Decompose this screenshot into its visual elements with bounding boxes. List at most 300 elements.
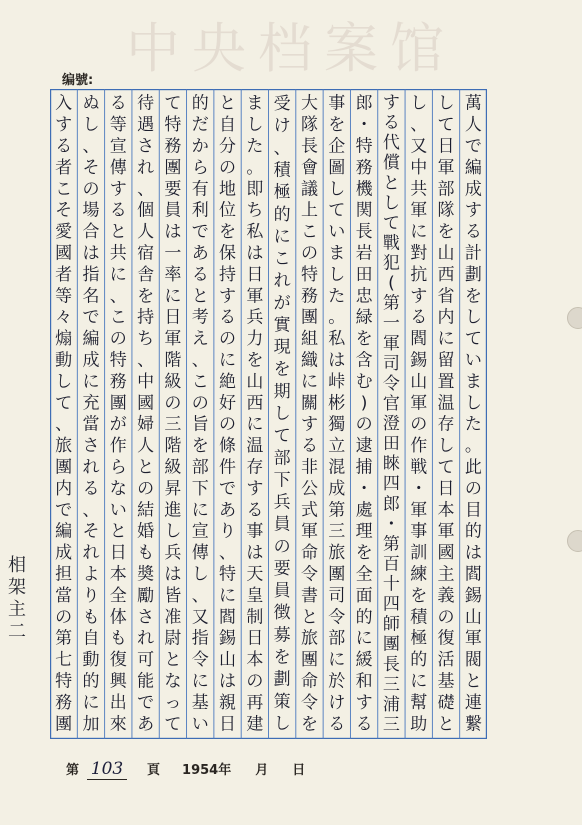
handwritten-char: に <box>219 585 237 606</box>
handwritten-char: 百 <box>382 554 400 575</box>
handwritten-char: す <box>246 478 264 499</box>
handwritten-char: も <box>82 607 100 628</box>
handwritten-char: 西 <box>246 393 264 414</box>
handwritten-char: す <box>219 286 237 307</box>
handwritten-char: 團 <box>300 650 318 671</box>
handwritten-char: 復 <box>109 650 127 671</box>
handwritten-char: 合 <box>82 222 100 243</box>
handwritten-char: し <box>464 393 482 414</box>
handwritten-char: 天 <box>246 564 264 585</box>
handwritten-char: 企 <box>328 136 346 157</box>
handwritten-char: 分 <box>219 136 237 157</box>
handwritten-char: る <box>300 436 318 457</box>
handwritten-char: た <box>328 286 346 307</box>
handwritten-char: 錫 <box>219 628 237 649</box>
handwritten-char: 主 <box>437 564 455 585</box>
handwritten-char: 部 <box>437 179 455 200</box>
handwritten-char: 全 <box>355 564 373 585</box>
handwritten-char: 本 <box>437 500 455 521</box>
handwritten-char: 劃 <box>464 264 482 285</box>
handwritten-char: 、 <box>219 543 237 564</box>
handwritten-char: 編 <box>464 157 482 178</box>
page-label: 第 <box>66 763 80 778</box>
handwritten-char: を <box>410 585 428 606</box>
handwritten-char: 師 <box>382 614 400 635</box>
handwritten-char: 田 <box>355 264 373 285</box>
handwritten-char: 軍 <box>464 628 482 649</box>
handwritten-char: 團 <box>382 634 400 655</box>
handwritten-char: あ <box>137 714 155 735</box>
handwritten-char: 位 <box>219 200 237 221</box>
handwritten-char: 。 <box>328 307 346 328</box>
handwritten-char: 特 <box>109 350 127 371</box>
handwritten-char: の <box>55 607 73 628</box>
handwritten-char: 、 <box>137 179 155 200</box>
handwritten-char: 三 <box>382 674 400 695</box>
handwritten-char: 興 <box>109 671 127 692</box>
handwritten-char: 傳 <box>191 543 209 564</box>
handwritten-char: 軍 <box>437 521 455 542</box>
handwritten-char: 戦 <box>410 457 428 478</box>
manuscript-column <box>55 94 72 735</box>
handwritten-char: 特 <box>164 115 182 136</box>
handwritten-char: 計 <box>464 243 482 264</box>
handwritten-char: 皆 <box>164 585 182 606</box>
handwritten-char: ・ <box>382 514 400 535</box>
handwritten-char: と <box>109 521 127 542</box>
handwritten-char: 來 <box>109 714 127 735</box>
handwritten-char: 的 <box>191 93 209 114</box>
handwritten-char: よ <box>82 564 100 585</box>
handwritten-char: に <box>82 692 100 713</box>
handwritten-char: 團 <box>164 157 182 178</box>
handwritten-char: 員 <box>273 514 291 535</box>
handwritten-char: 担 <box>55 564 73 585</box>
handwritten-char: 組 <box>300 329 318 350</box>
handwritten-char: 團 <box>55 457 73 478</box>
handwritten-char: 的 <box>355 607 373 628</box>
handwritten-char: 山 <box>219 650 237 671</box>
handwritten-char: 當 <box>55 585 73 606</box>
handwritten-char: 存 <box>246 457 264 478</box>
handwritten-char: 要 <box>273 558 291 579</box>
handwritten-char: す <box>109 179 127 200</box>
handwritten-char: 務 <box>109 371 127 392</box>
handwritten-char: と <box>191 286 209 307</box>
handwritten-char: 動 <box>55 350 73 371</box>
handwritten-char: 中 <box>137 371 155 392</box>
handwritten-char: し <box>246 115 264 136</box>
handwritten-char: に <box>191 671 209 692</box>
handwritten-char: の <box>219 329 237 350</box>
handwritten-char: 温 <box>437 393 455 414</box>
handwritten-char: 事 <box>246 521 264 542</box>
handwritten-char: 再 <box>246 692 264 713</box>
handwritten-char: 々 <box>55 307 73 328</box>
day-field: 日 <box>292 763 306 778</box>
handwritten-char: 舎 <box>137 264 155 285</box>
handwritten-char: 級 <box>164 457 182 478</box>
handwritten-char: 兵 <box>164 543 182 564</box>
handwritten-char: に <box>164 286 182 307</box>
handwritten-char: 名 <box>82 286 100 307</box>
handwritten-char: さ <box>137 607 155 628</box>
handwritten-char: 出 <box>109 692 127 713</box>
handwritten-char: を <box>246 350 264 371</box>
handwritten-char: は <box>246 243 264 264</box>
handwritten-char: は <box>219 671 237 692</box>
handwritten-char: 個 <box>137 200 155 221</box>
handwritten-char: る <box>191 264 209 285</box>
handwritten-char: 三 <box>164 414 182 435</box>
handwritten-char: 傳 <box>109 157 127 178</box>
handwritten-char: 全 <box>109 585 127 606</box>
handwritten-char: て <box>164 93 182 114</box>
handwritten-char: す <box>382 93 400 114</box>
handwritten-char: 處 <box>355 500 373 521</box>
handwritten-char: 睞 <box>382 454 400 475</box>
handwritten-char: 日 <box>219 714 237 735</box>
handwritten-char: 級 <box>164 371 182 392</box>
handwritten-char: 人 <box>137 436 155 457</box>
handwritten-char: れ <box>137 628 155 649</box>
handwritten-char: 含 <box>355 350 373 371</box>
handwritten-char: ・ <box>355 478 373 499</box>
handwritten-char: に <box>328 650 346 671</box>
handwritten-char: ま <box>246 93 264 114</box>
handwritten-char: 山 <box>437 243 455 264</box>
handwritten-char: 婚 <box>137 521 155 542</box>
handwritten-char: も <box>109 628 127 649</box>
handwritten-char: 、 <box>55 414 73 435</box>
binding-hole-lower <box>567 530 582 552</box>
handwritten-char: 。 <box>246 157 264 178</box>
handwritten-char: す <box>355 692 373 713</box>
handwritten-char: い <box>464 350 482 371</box>
serial-number-label: 编號: <box>62 73 94 88</box>
handwritten-char: こ <box>109 307 127 328</box>
handwritten-char: 機 <box>355 179 373 200</box>
handwritten-char: で <box>191 222 209 243</box>
handwritten-char: 令 <box>300 564 318 585</box>
handwritten-char: 旅 <box>328 543 346 564</box>
handwritten-char: そ <box>82 157 100 178</box>
handwritten-char: 存 <box>437 414 455 435</box>
handwritten-char: の <box>109 329 127 350</box>
handwritten-char: 愛 <box>55 222 73 243</box>
handwritten-char: 十 <box>382 574 400 595</box>
handwritten-char: 緑 <box>355 307 373 328</box>
handwritten-char: 准 <box>164 607 182 628</box>
handwritten-char: と <box>164 650 182 671</box>
handwritten-char: 軍 <box>164 329 182 350</box>
handwritten-char: 務 <box>300 286 318 307</box>
handwritten-char: 閻 <box>410 329 428 350</box>
handwritten-char: 宣 <box>109 136 127 157</box>
handwritten-char: こ <box>300 222 318 243</box>
manuscript-column <box>192 94 209 735</box>
handwritten-char: 於 <box>328 671 346 692</box>
handwritten-char: 條 <box>219 436 237 457</box>
handwritten-char: 議 <box>300 179 318 200</box>
handwritten-char: な <box>109 478 127 499</box>
handwritten-char: る <box>55 136 73 157</box>
handwritten-char: 軍 <box>410 393 428 414</box>
handwritten-char: 國 <box>55 243 73 264</box>
handwritten-char: 關 <box>300 393 318 414</box>
handwritten-char: 能 <box>137 671 155 692</box>
handwritten-char: 、 <box>82 136 100 157</box>
handwritten-char: 上 <box>300 200 318 221</box>
handwritten-char: 礎 <box>437 692 455 713</box>
handwritten-char: の <box>191 393 209 414</box>
handwritten-char: 義 <box>437 585 455 606</box>
handwritten-char: あ <box>219 500 237 521</box>
handwritten-char: の <box>410 414 428 435</box>
handwritten-char: 加 <box>82 714 100 735</box>
handwritten-char: 令 <box>300 692 318 713</box>
handwritten-char: 、 <box>191 585 209 606</box>
handwritten-char: 目 <box>464 500 482 521</box>
handwritten-char: で <box>55 500 73 521</box>
handwritten-char: て <box>273 426 291 447</box>
handwritten-char: 場 <box>82 200 100 221</box>
handwritten-char: 率 <box>164 264 182 285</box>
handwritten-char: 幫 <box>410 692 428 713</box>
handwritten-char: れ <box>82 457 100 478</box>
handwritten-char: 勵 <box>137 585 155 606</box>
handwritten-char: 置 <box>437 371 455 392</box>
handwritten-char: い <box>109 500 127 521</box>
handwritten-char: 指 <box>191 628 209 649</box>
handwritten-char: 軍 <box>300 521 318 542</box>
handwritten-char: の <box>437 607 455 628</box>
handwritten-char: 務 <box>55 692 73 713</box>
handwritten-char: 尉 <box>164 628 182 649</box>
handwritten-char: 的 <box>464 521 482 542</box>
handwritten-char: 入 <box>55 93 73 114</box>
handwritten-char: し <box>410 93 428 114</box>
handwritten-char: こ <box>273 249 291 270</box>
handwritten-char: 獨 <box>328 414 346 435</box>
handwritten-char: 代 <box>382 133 400 154</box>
handwritten-char: し <box>328 264 346 285</box>
handwritten-char: 三 <box>328 521 346 542</box>
handwritten-char: 内 <box>437 307 455 328</box>
margin-note: 相架主二 <box>5 555 26 643</box>
handwritten-char: 的 <box>273 204 291 225</box>
handwritten-char: れ <box>82 543 100 564</box>
handwritten-char: と <box>109 222 127 243</box>
handwritten-char: 面 <box>355 585 373 606</box>
handwritten-char: ( <box>388 273 395 294</box>
handwritten-char: さ <box>137 136 155 157</box>
handwritten-char: を <box>273 359 291 380</box>
handwritten-char: 本 <box>246 650 264 671</box>
handwritten-char: 山 <box>410 371 428 392</box>
handwritten-char: 基 <box>191 692 209 713</box>
handwritten-char: と <box>382 173 400 194</box>
handwritten-char: す <box>464 200 482 221</box>
handwritten-char: 軍 <box>410 500 428 521</box>
handwritten-char: 編 <box>82 329 100 350</box>
handwritten-char: 親 <box>219 692 237 713</box>
handwritten-char: け <box>328 692 346 713</box>
handwritten-char: 事 <box>410 521 428 542</box>
handwritten-char: 私 <box>328 329 346 350</box>
handwritten-char: し <box>164 521 182 542</box>
handwritten-char: 旅 <box>55 436 73 457</box>
handwritten-char: を <box>137 286 155 307</box>
handwritten-char: 西 <box>437 264 455 285</box>
handwritten-char: 極 <box>273 182 291 203</box>
handwritten-char: 立 <box>328 436 346 457</box>
handwritten-char: の <box>219 414 237 435</box>
handwritten-char: 内 <box>55 478 73 499</box>
handwritten-char: 省 <box>437 286 455 307</box>
handwritten-char: に <box>219 350 237 371</box>
handwritten-char: 逮 <box>355 436 373 457</box>
handwritten-char: が <box>109 414 127 435</box>
handwritten-char: を <box>464 286 482 307</box>
handwritten-char: し <box>437 436 455 457</box>
handwritten-char: 指 <box>82 264 100 285</box>
handwritten-char: の <box>300 243 318 264</box>
handwritten-char: の <box>164 393 182 414</box>
handwritten-char: 基 <box>437 671 455 692</box>
handwritten-char: す <box>300 414 318 435</box>
handwritten-char: は <box>164 564 182 585</box>
manuscript-grid <box>50 89 487 739</box>
handwritten-char: は <box>164 222 182 243</box>
handwritten-char: る <box>464 222 482 243</box>
handwritten-char: 者 <box>55 157 73 178</box>
handwritten-char: 奬 <box>137 564 155 585</box>
handwritten-char: 實 <box>273 315 291 336</box>
handwritten-char: る <box>219 307 237 328</box>
handwritten-char: 一 <box>382 313 400 334</box>
handwritten-char: 特 <box>55 671 73 692</box>
manuscript-column <box>438 94 456 735</box>
handwritten-char: は <box>328 350 346 371</box>
handwritten-char: 宣 <box>191 521 209 542</box>
handwritten-char: だ <box>191 115 209 136</box>
handwritten-char: 要 <box>164 179 182 200</box>
handwritten-char: 、 <box>82 500 100 521</box>
handwritten-char: 特 <box>300 264 318 285</box>
handwritten-char: て <box>437 457 455 478</box>
handwritten-char: 澄 <box>382 414 400 435</box>
handwritten-char: れ <box>273 271 291 292</box>
handwritten-char: 令 <box>382 373 400 394</box>
handwritten-char: は <box>464 543 482 564</box>
handwritten-char: 命 <box>300 671 318 692</box>
handwritten-char: る <box>328 714 346 735</box>
handwritten-char: 閥 <box>464 650 482 671</box>
handwritten-char: る <box>355 714 373 735</box>
handwritten-char: 練 <box>410 564 428 585</box>
handwritten-char: 。 <box>464 436 482 457</box>
handwritten-char: 制 <box>246 607 264 628</box>
handwritten-char: 又 <box>191 607 209 628</box>
handwritten-char: 償 <box>382 153 400 174</box>
handwritten-char: 共 <box>410 179 428 200</box>
handwritten-char: て <box>55 393 73 414</box>
handwritten-char: に <box>273 226 291 247</box>
handwritten-char: 有 <box>191 179 209 200</box>
handwritten-char: 一 <box>164 243 182 264</box>
handwritten-char: 務 <box>355 157 373 178</box>
handwritten-char: 司 <box>328 585 346 606</box>
handwritten-char: 員 <box>164 200 182 221</box>
month-field: 月 <box>255 763 269 778</box>
handwritten-char: 募 <box>273 625 291 646</box>
handwritten-char: 犯 <box>382 253 400 274</box>
handwritten-char: の <box>82 179 100 200</box>
handwritten-char: を <box>219 222 237 243</box>
handwritten-char: 七 <box>55 650 73 671</box>
handwritten-char: 成 <box>328 478 346 499</box>
handwritten-char: 成 <box>464 179 482 200</box>
handwritten-char: る <box>109 93 127 114</box>
handwritten-char: 的 <box>410 650 428 671</box>
handwritten-char: 會 <box>300 157 318 178</box>
manuscript-column <box>137 94 154 735</box>
handwritten-char: 人 <box>137 222 155 243</box>
handwritten-char: と <box>219 93 237 114</box>
handwritten-char: し <box>437 93 455 114</box>
handwritten-char: 織 <box>300 350 318 371</box>
handwritten-char: 第 <box>382 534 400 555</box>
handwritten-char: 訓 <box>410 543 428 564</box>
handwritten-char: か <box>191 136 209 157</box>
handwritten-char: を <box>191 436 209 457</box>
handwritten-char: 充 <box>82 393 100 414</box>
handwritten-char: し <box>464 307 482 328</box>
handwritten-char: て <box>328 200 346 221</box>
manuscript-column <box>301 94 318 735</box>
handwritten-char: こ <box>55 179 73 200</box>
handwritten-char: 下 <box>191 478 209 499</box>
handwritten-char: は <box>82 243 100 264</box>
handwritten-char: 昇 <box>164 478 182 499</box>
handwritten-char: る <box>410 307 428 328</box>
handwritten-char: に <box>300 371 318 392</box>
handwritten-char: 和 <box>355 671 373 692</box>
handwritten-char: 山 <box>464 607 482 628</box>
handwritten-char: 下 <box>273 470 291 491</box>
handwritten-char: 現 <box>273 337 291 358</box>
manuscript-column <box>274 94 293 734</box>
handwritten-char: た <box>464 414 482 435</box>
handwritten-char: の <box>355 414 373 435</box>
handwritten-char: い <box>191 714 209 735</box>
handwritten-char: 活 <box>437 650 455 671</box>
handwritten-char: 大 <box>300 93 318 114</box>
handwritten-char: し <box>273 713 291 734</box>
handwritten-char: に <box>191 500 209 521</box>
handwritten-char: 結 <box>137 500 155 521</box>
handwritten-char: 部 <box>191 457 209 478</box>
handwritten-char: け <box>273 116 291 137</box>
handwritten-char: 助 <box>410 714 428 735</box>
handwritten-char: 、 <box>109 286 127 307</box>
handwritten-char: 忠 <box>355 286 373 307</box>
handwritten-char: 待 <box>137 93 155 114</box>
handwritten-char: し <box>55 371 73 392</box>
page-unit: 頁 <box>147 763 161 778</box>
handwritten-char: 萬 <box>464 93 482 114</box>
